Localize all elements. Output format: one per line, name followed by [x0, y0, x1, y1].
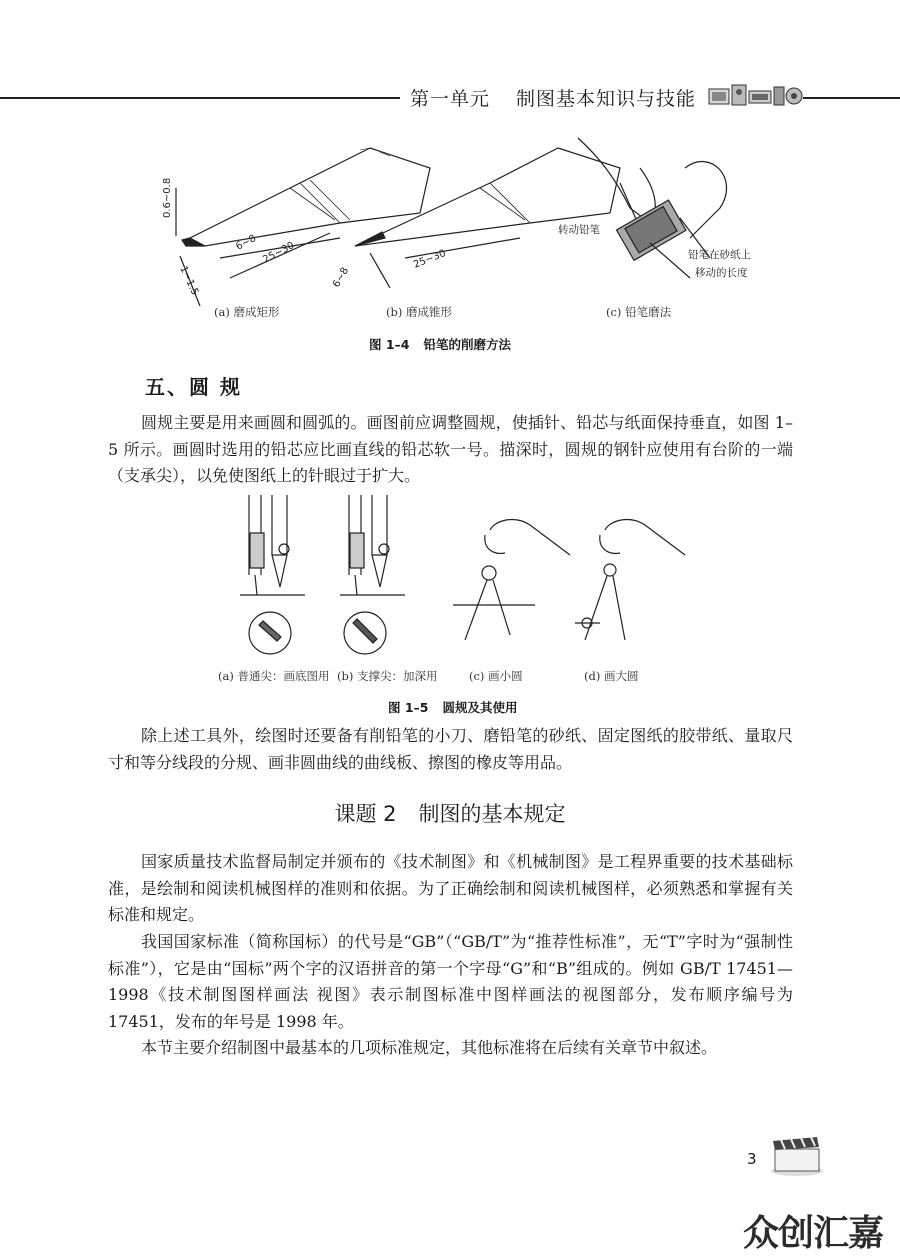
caption-fig4-b: (b) 磨成锥形: [386, 305, 452, 319]
header-unit: 第一单元: [410, 88, 491, 110]
header-chapter-title: 制图基本知识与技能: [516, 88, 697, 110]
paragraph-gb-code: 我国国家标准（简称国标）的代号是“GB”（“GB/T”为“推荐性标准”，无“T”字时为“强制性标准”），它是由“国标”两个字的汉语拼音的第一个字母“G”和“B”组成的。例如 GB/T 17451—1998《技术制图图样画法 视图》表示制图标准中图样画法的视图部分，发布顺序编号为 17451，发布的年号是 1998 年。: [108, 932, 793, 1031]
figure-compass-usage: [225, 495, 695, 665]
section-heading: 五、圆 规: [145, 375, 242, 399]
figure-1-5-title: [388, 698, 518, 716]
figure-1-4-number: 图 1–4: [369, 337, 410, 352]
lesson-title: 制图的基本规定: [418, 802, 566, 826]
dim-a-long: 25~30: [261, 240, 297, 266]
label-rotate-pencil: 转动铅笔: [558, 224, 600, 236]
header-rule-right: [803, 97, 900, 99]
watermark: 众创汇嘉: [743, 1213, 884, 1254]
pencil-rectangle-drawing: [176, 148, 430, 306]
caption-fig4-a: (a) 磨成矩形: [214, 305, 280, 319]
dim-a-short: 6~8: [234, 233, 259, 253]
figure-1-5-name: 圆规及其使用: [442, 700, 518, 715]
lesson-heading: [0, 798, 900, 828]
lesson-number: 课题 2: [334, 802, 397, 826]
compass-normal-tip-drawing: [240, 495, 305, 654]
figure-1-4-title: [369, 335, 511, 353]
label-move-length-1: 铅笔在砂纸上: [688, 249, 751, 261]
dim-b-long: 25~30: [412, 247, 448, 271]
caption-fig5-a: (a) 普通尖：画底图用: [218, 669, 330, 683]
figure-1-5-number: 图 1–5: [388, 700, 429, 715]
clapperboard-icon: [765, 1135, 825, 1177]
label-move-length-2: 移动的长度: [695, 267, 748, 279]
dim-b-short: 6~8: [331, 265, 352, 290]
caption-fig4-c: (c) 铅笔磨法: [606, 305, 672, 319]
header-rule-left: [0, 97, 400, 99]
caption-fig5-d: (d) 画大圆: [584, 669, 639, 683]
caption-fig5-b: (b) 支撑尖：加深用: [337, 669, 438, 683]
paragraph-compass: 圆规主要是用来画圆和圆弧的。画图前应调整圆规，使插针、铅芯与纸面保持垂直，如图 1–5 所示。画圆时选用的铅芯应比画直线的铅芯软一号。描深时，圆规的钢针应使用有台阶的一端（支承尖），以免使图纸上的针眼过于扩大。: [108, 413, 793, 485]
page-number: 3: [747, 1150, 757, 1168]
paragraph-section-intro: 本节主要介绍制图中最基本的几项标准规定，其他标准将在后续有关章节中叙述。: [141, 1038, 718, 1057]
paragraph-national-standards: 国家质量技术监督局制定并颁布的《技术制图》和《机械制图》是工程界重要的技术基础标准，是绘制和阅读机械图样的准则和依据。为了正确绘制和阅读机械图样，必须熟悉和掌握有关标准和规定。: [108, 852, 793, 924]
compass-large-circle-drawing: [575, 520, 685, 640]
header-decoration-icon: [708, 83, 803, 109]
caption-fig5-c: (c) 画小圆: [469, 669, 523, 683]
compass-support-tip-drawing: [340, 495, 405, 654]
figure-pencil-sharpening: [150, 128, 800, 323]
figure-1-4-name: 铅笔的削磨方法: [423, 337, 512, 352]
compass-small-circle-drawing: [453, 520, 570, 640]
paragraph-other-tools: 除上述工具外，绘图时还要备有削铅笔的小刀、磨铅笔的砂纸、固定图纸的胶带纸、量取尺寸和等分线段的分规、画非圆曲线的曲线板、擦图的橡皮等用品。: [108, 726, 793, 772]
header-title: [410, 84, 696, 111]
dim-a-thickness: 0.6~0.8: [162, 177, 173, 218]
dim-a-width: 1~1.5: [177, 264, 201, 298]
